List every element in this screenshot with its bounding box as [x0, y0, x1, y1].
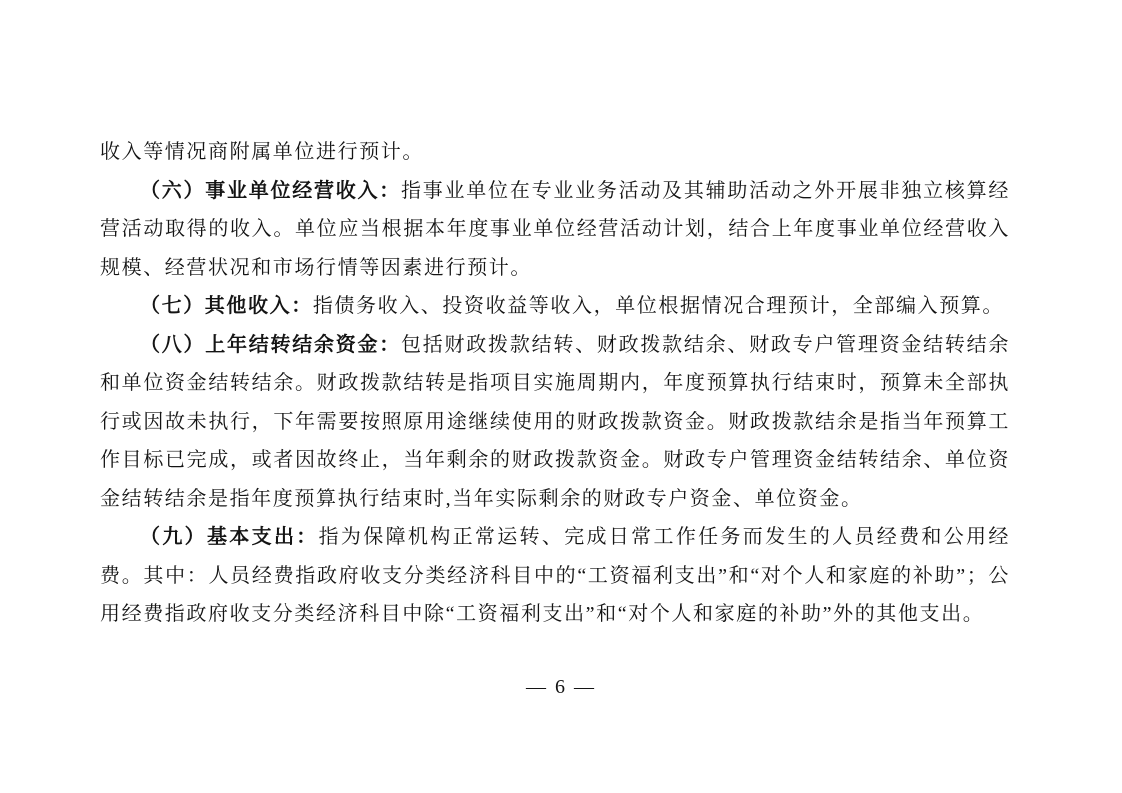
- paragraph-item-9: [100, 518, 1010, 634]
- page-number: — 6 —: [526, 676, 596, 698]
- paragraph-body: 指事业单位在专业业务活动及其辅助活动之外开展非独立核算经营活动取得的收入。单位应当根据本年度事业单位经营活动计划，结合上年度事业单位经营收入规模、经营状况和市场行情等因素进行预计。: [100, 179, 1010, 279]
- paragraph-body: 指为保障机构正常运转、完成日常工作任务而发生的人员经费和公用经费。其中：人员经费指政府收支分类经济科目中的“工资福利支出”和“对个人和家庭的补助”；公用经费指政府收支分类经济科目中除“工资福利支出”和“对个人和家庭的补助”外的其他支出。: [100, 526, 1010, 625]
- paragraph-lead: （七）其他收入：: [140, 295, 313, 317]
- paragraph-lead: （八）上年结转结余资金：: [140, 333, 402, 356]
- paragraph-continuation: [100, 133, 1010, 172]
- paragraph-item-6: [100, 172, 1010, 288]
- paragraph-body: 收入等情况商附属单位进行预计。: [100, 141, 424, 163]
- text-block: [100, 133, 1010, 634]
- paragraph-body: 包括财政拨款结转、财政拨款结余、财政专户管理资金结转结余和单位资金结转结余。财政拨款结转是指项目实施周期内，年度预算执行结束时，预算未全部执行或因故未执行，下年需要按照原用途继续使用的财政拨款资金。财政拨款结余是指当年预算工作目标已完成，或者因故终止，当年剩余的财政拨款资金。财政专户管理资金结转结余、单位资金结转结余是指年度预算执行结束时,当年实际剩余的财政专户资金、单位资金。: [100, 333, 1010, 510]
- paragraph-body: 指债务收入、投资收益等收入，单位根据情况合理预计，全部编入预算。: [312, 295, 1005, 317]
- paragraph-item-8: [100, 326, 1010, 519]
- paragraph-lead: （六）事业单位经营收入：: [140, 179, 402, 202]
- paragraph-lead: （九）基本支出：: [140, 526, 319, 548]
- paragraph-item-7: [100, 287, 1010, 326]
